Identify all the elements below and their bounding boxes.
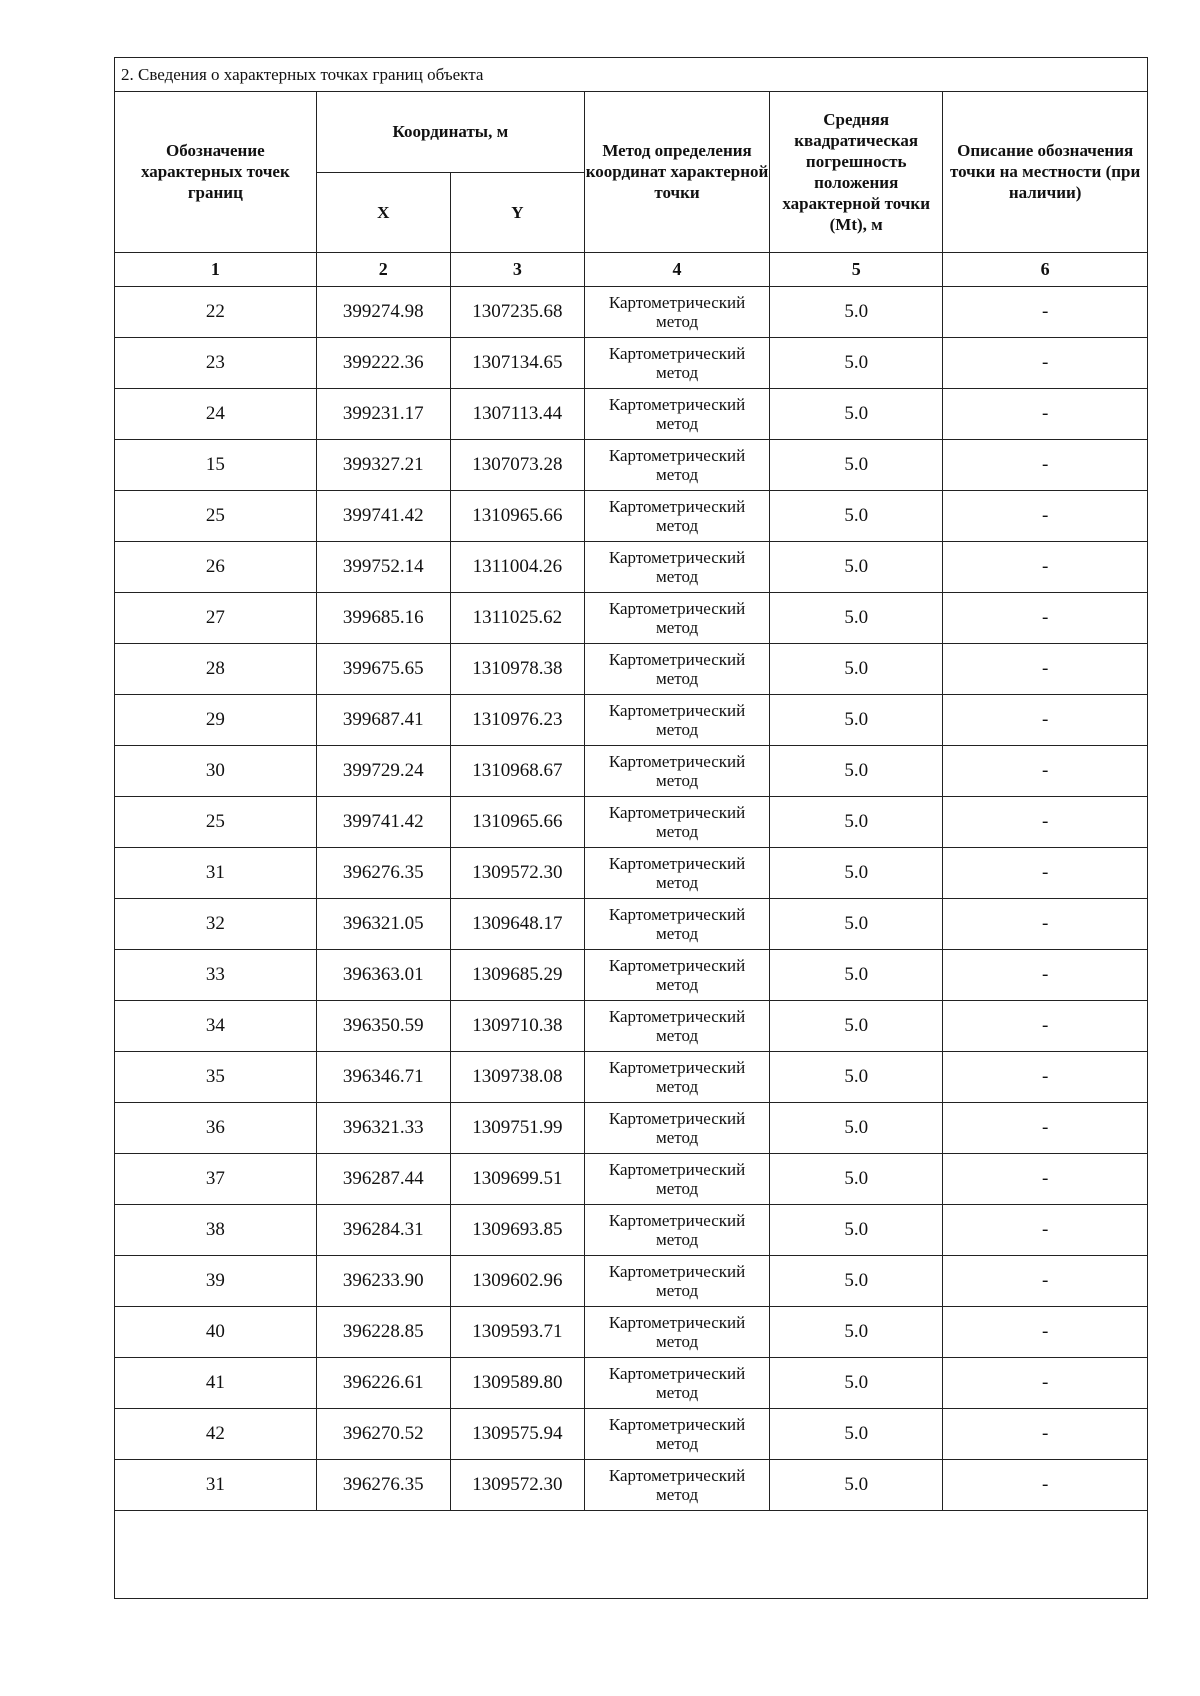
y-coordinate-cell: 1310978.38 — [450, 643, 584, 694]
method-line2: метод — [655, 1076, 699, 1096]
method-cell — [584, 1357, 769, 1408]
table-row — [115, 388, 1147, 439]
method-line2: метод — [655, 872, 699, 892]
method-cell — [584, 643, 769, 694]
column-number: 5 — [770, 252, 943, 286]
boundary-points-table — [115, 92, 1147, 1511]
table-row — [115, 898, 1147, 949]
error-cell: 5.0 — [770, 1204, 943, 1255]
description-cell: - — [943, 439, 1147, 490]
x-coordinate-cell: 396350.59 — [316, 1000, 450, 1051]
y-coordinate-cell: 1309602.96 — [450, 1255, 584, 1306]
method-line2: метод — [655, 617, 699, 637]
table-row — [115, 745, 1147, 796]
x-coordinate-cell: 399274.98 — [316, 286, 450, 337]
x-coordinate-cell: 396226.61 — [316, 1357, 450, 1408]
x-coordinate-cell: 399231.17 — [316, 388, 450, 439]
description-cell: - — [943, 286, 1147, 337]
method-cell — [584, 490, 769, 541]
error-cell: 5.0 — [770, 541, 943, 592]
method-line2: метод — [655, 1280, 699, 1300]
x-coordinate-cell: 399327.21 — [316, 439, 450, 490]
y-coordinate-cell: 1309738.08 — [450, 1051, 584, 1102]
point-cell: 39 — [115, 1255, 316, 1306]
method-cell — [584, 796, 769, 847]
method-line2: метод — [655, 719, 699, 739]
point-cell: 33 — [115, 949, 316, 1000]
description-cell: - — [943, 1306, 1147, 1357]
method-line2: метод — [655, 311, 699, 331]
method-line1: Картометрический — [608, 1006, 746, 1026]
point-cell: 25 — [115, 796, 316, 847]
point-cell: 26 — [115, 541, 316, 592]
header-x: X — [316, 172, 450, 252]
error-cell: 5.0 — [770, 286, 943, 337]
y-coordinate-cell: 1309685.29 — [450, 949, 584, 1000]
x-coordinate-cell: 396321.05 — [316, 898, 450, 949]
y-coordinate-cell: 1309575.94 — [450, 1408, 584, 1459]
x-coordinate-cell: 396276.35 — [316, 847, 450, 898]
method-line1: Картометрический — [608, 1210, 746, 1230]
method-line1: Картометрический — [608, 1465, 746, 1485]
point-cell: 38 — [115, 1204, 316, 1255]
header-error: Средняя квадратическая погрешность положения характерной точки (Mt), м — [770, 92, 943, 252]
method-line2: метод — [655, 1229, 699, 1249]
y-coordinate-cell: 1309699.51 — [450, 1153, 584, 1204]
error-cell: 5.0 — [770, 1357, 943, 1408]
error-cell: 5.0 — [770, 592, 943, 643]
table-body — [115, 286, 1147, 1510]
description-cell: - — [943, 796, 1147, 847]
method-line2: метод — [655, 566, 699, 586]
table-row — [115, 1204, 1147, 1255]
method-cell — [584, 949, 769, 1000]
method-line2: метод — [655, 821, 699, 841]
error-cell: 5.0 — [770, 337, 943, 388]
error-cell: 5.0 — [770, 1000, 943, 1051]
header-description: Описание обозначения точки на местности (при наличии) — [943, 92, 1147, 252]
description-cell: - — [943, 541, 1147, 592]
description-cell: - — [943, 745, 1147, 796]
method-cell — [584, 1255, 769, 1306]
point-cell: 42 — [115, 1408, 316, 1459]
column-number-row — [115, 252, 1147, 286]
method-line2: метод — [655, 668, 699, 688]
method-line1: Картометрический — [608, 1363, 746, 1383]
method-cell — [584, 388, 769, 439]
method-cell — [584, 1204, 769, 1255]
point-cell: 30 — [115, 745, 316, 796]
table-row — [115, 1153, 1147, 1204]
method-cell — [584, 694, 769, 745]
x-coordinate-cell: 396363.01 — [316, 949, 450, 1000]
method-line2: метод — [655, 1331, 699, 1351]
point-cell: 22 — [115, 286, 316, 337]
method-line2: метод — [655, 1484, 699, 1504]
x-coordinate-cell: 396233.90 — [316, 1255, 450, 1306]
error-cell: 5.0 — [770, 490, 943, 541]
column-number: 2 — [316, 252, 450, 286]
column-number: 1 — [115, 252, 316, 286]
x-coordinate-cell: 396287.44 — [316, 1153, 450, 1204]
method-line1: Картометрический — [608, 649, 746, 669]
x-coordinate-cell: 399675.65 — [316, 643, 450, 694]
error-cell: 5.0 — [770, 1408, 943, 1459]
method-cell — [584, 1102, 769, 1153]
method-line1: Картометрический — [608, 802, 746, 822]
point-cell: 41 — [115, 1357, 316, 1408]
method-cell — [584, 286, 769, 337]
point-cell: 25 — [115, 490, 316, 541]
error-cell: 5.0 — [770, 1306, 943, 1357]
error-cell: 5.0 — [770, 1051, 943, 1102]
x-coordinate-cell: 396228.85 — [316, 1306, 450, 1357]
error-cell: 5.0 — [770, 1459, 943, 1510]
description-cell: - — [943, 1255, 1147, 1306]
y-coordinate-cell: 1311025.62 — [450, 592, 584, 643]
point-cell: 35 — [115, 1051, 316, 1102]
table-row — [115, 796, 1147, 847]
method-line1: Картометрический — [608, 904, 746, 924]
error-cell: 5.0 — [770, 796, 943, 847]
error-cell: 5.0 — [770, 388, 943, 439]
method-cell — [584, 898, 769, 949]
table-row — [115, 1306, 1147, 1357]
y-coordinate-cell: 1309648.17 — [450, 898, 584, 949]
point-cell: 34 — [115, 1000, 316, 1051]
x-coordinate-cell: 399685.16 — [316, 592, 450, 643]
y-coordinate-cell: 1310968.67 — [450, 745, 584, 796]
method-cell — [584, 1459, 769, 1510]
point-cell: 31 — [115, 1459, 316, 1510]
y-coordinate-cell: 1309589.80 — [450, 1357, 584, 1408]
y-coordinate-cell: 1309572.30 — [450, 1459, 584, 1510]
method-cell — [584, 1306, 769, 1357]
column-number: 3 — [450, 252, 584, 286]
x-coordinate-cell: 399741.42 — [316, 490, 450, 541]
table-row — [115, 286, 1147, 337]
table-row — [115, 541, 1147, 592]
point-cell: 29 — [115, 694, 316, 745]
method-line1: Картометрический — [608, 853, 746, 873]
method-line1: Картометрический — [608, 394, 746, 414]
point-cell: 28 — [115, 643, 316, 694]
y-coordinate-cell: 1310976.23 — [450, 694, 584, 745]
method-line2: метод — [655, 1382, 699, 1402]
point-cell: 37 — [115, 1153, 316, 1204]
error-cell: 5.0 — [770, 1102, 943, 1153]
description-cell: - — [943, 643, 1147, 694]
header-row — [115, 92, 1147, 172]
y-coordinate-cell: 1310965.66 — [450, 796, 584, 847]
description-cell: - — [943, 1102, 1147, 1153]
table-row — [115, 949, 1147, 1000]
method-cell — [584, 847, 769, 898]
y-coordinate-cell: 1307113.44 — [450, 388, 584, 439]
table-row — [115, 643, 1147, 694]
x-coordinate-cell: 399752.14 — [316, 541, 450, 592]
error-cell: 5.0 — [770, 1255, 943, 1306]
error-cell: 5.0 — [770, 439, 943, 490]
point-cell: 15 — [115, 439, 316, 490]
table-row — [115, 1000, 1147, 1051]
description-cell: - — [943, 1357, 1147, 1408]
header-method: Метод определения координат характерной точки — [584, 92, 769, 252]
x-coordinate-cell: 399729.24 — [316, 745, 450, 796]
error-cell: 5.0 — [770, 1153, 943, 1204]
point-cell: 32 — [115, 898, 316, 949]
document-sheet — [114, 57, 1148, 1599]
table-row — [115, 1408, 1147, 1459]
blank-area — [115, 1511, 1147, 1597]
method-line1: Картометрический — [608, 496, 746, 516]
method-line2: метод — [655, 770, 699, 790]
description-cell: - — [943, 490, 1147, 541]
x-coordinate-cell: 396321.33 — [316, 1102, 450, 1153]
method-line2: метод — [655, 362, 699, 382]
y-coordinate-cell: 1311004.26 — [450, 541, 584, 592]
method-line2: метод — [655, 1025, 699, 1045]
y-coordinate-cell: 1309751.99 — [450, 1102, 584, 1153]
method-line2: метод — [655, 413, 699, 433]
y-coordinate-cell: 1309593.71 — [450, 1306, 584, 1357]
x-coordinate-cell: 396346.71 — [316, 1051, 450, 1102]
point-cell: 31 — [115, 847, 316, 898]
description-cell: - — [943, 337, 1147, 388]
method-line2: метод — [655, 1127, 699, 1147]
method-line2: метод — [655, 1178, 699, 1198]
table-row — [115, 694, 1147, 745]
method-line1: Картометрический — [608, 1414, 746, 1434]
section-title: 2. Сведения о характерных точках границ объекта — [115, 58, 1147, 92]
x-coordinate-cell: 396270.52 — [316, 1408, 450, 1459]
table-row — [115, 1255, 1147, 1306]
y-coordinate-cell: 1309572.30 — [450, 847, 584, 898]
method-cell — [584, 1000, 769, 1051]
y-coordinate-cell: 1310965.66 — [450, 490, 584, 541]
method-line1: Картометрический — [608, 547, 746, 567]
y-coordinate-cell: 1309710.38 — [450, 1000, 584, 1051]
method-cell — [584, 1051, 769, 1102]
table-header — [115, 92, 1147, 286]
y-coordinate-cell: 1307073.28 — [450, 439, 584, 490]
header-coordinates: Координаты, м — [316, 92, 584, 172]
method-line2: метод — [655, 1433, 699, 1453]
method-line1: Картометрический — [608, 751, 746, 771]
method-line1: Картометрический — [608, 1159, 746, 1179]
method-cell — [584, 541, 769, 592]
error-cell: 5.0 — [770, 694, 943, 745]
table-row — [115, 490, 1147, 541]
description-cell: - — [943, 694, 1147, 745]
y-coordinate-cell: 1309693.85 — [450, 1204, 584, 1255]
method-cell — [584, 745, 769, 796]
description-cell: - — [943, 949, 1147, 1000]
x-coordinate-cell: 396276.35 — [316, 1459, 450, 1510]
table-row — [115, 439, 1147, 490]
column-number: 4 — [584, 252, 769, 286]
description-cell: - — [943, 847, 1147, 898]
table-row — [115, 847, 1147, 898]
description-cell: - — [943, 1051, 1147, 1102]
method-line1: Картометрический — [608, 445, 746, 465]
description-cell: - — [943, 1459, 1147, 1510]
table-row — [115, 1051, 1147, 1102]
point-cell: 27 — [115, 592, 316, 643]
description-cell: - — [943, 1000, 1147, 1051]
x-coordinate-cell: 399687.41 — [316, 694, 450, 745]
description-cell: - — [943, 1153, 1147, 1204]
method-line1: Картометрический — [608, 598, 746, 618]
method-line2: метод — [655, 464, 699, 484]
header-y: Y — [450, 172, 584, 252]
point-cell: 36 — [115, 1102, 316, 1153]
y-coordinate-cell: 1307235.68 — [450, 286, 584, 337]
description-cell: - — [943, 592, 1147, 643]
description-cell: - — [943, 898, 1147, 949]
method-cell — [584, 1153, 769, 1204]
point-cell: 24 — [115, 388, 316, 439]
table-row — [115, 1102, 1147, 1153]
method-line2: метод — [655, 974, 699, 994]
description-cell: - — [943, 1204, 1147, 1255]
description-cell: - — [943, 1408, 1147, 1459]
method-cell — [584, 592, 769, 643]
table-row — [115, 1459, 1147, 1510]
method-line1: Картометрический — [608, 292, 746, 312]
table-row — [115, 592, 1147, 643]
error-cell: 5.0 — [770, 745, 943, 796]
method-cell — [584, 1408, 769, 1459]
error-cell: 5.0 — [770, 898, 943, 949]
method-line1: Картометрический — [608, 1312, 746, 1332]
header-point: Обозначение характерных точек границ — [115, 92, 316, 252]
method-line1: Картометрический — [608, 955, 746, 975]
y-coordinate-cell: 1307134.65 — [450, 337, 584, 388]
x-coordinate-cell: 396284.31 — [316, 1204, 450, 1255]
method-line1: Картометрический — [608, 1108, 746, 1128]
method-line2: метод — [655, 515, 699, 535]
table-row — [115, 1357, 1147, 1408]
method-line1: Картометрический — [608, 1261, 746, 1281]
method-line2: метод — [655, 923, 699, 943]
point-cell: 23 — [115, 337, 316, 388]
table-row — [115, 337, 1147, 388]
method-line1: Картометрический — [608, 700, 746, 720]
column-number: 6 — [943, 252, 1147, 286]
description-cell: - — [943, 388, 1147, 439]
method-line1: Картометрический — [608, 343, 746, 363]
error-cell: 5.0 — [770, 949, 943, 1000]
method-line1: Картометрический — [608, 1057, 746, 1077]
method-cell — [584, 337, 769, 388]
error-cell: 5.0 — [770, 643, 943, 694]
x-coordinate-cell: 399222.36 — [316, 337, 450, 388]
x-coordinate-cell: 399741.42 — [316, 796, 450, 847]
error-cell: 5.0 — [770, 847, 943, 898]
method-cell — [584, 439, 769, 490]
point-cell: 40 — [115, 1306, 316, 1357]
